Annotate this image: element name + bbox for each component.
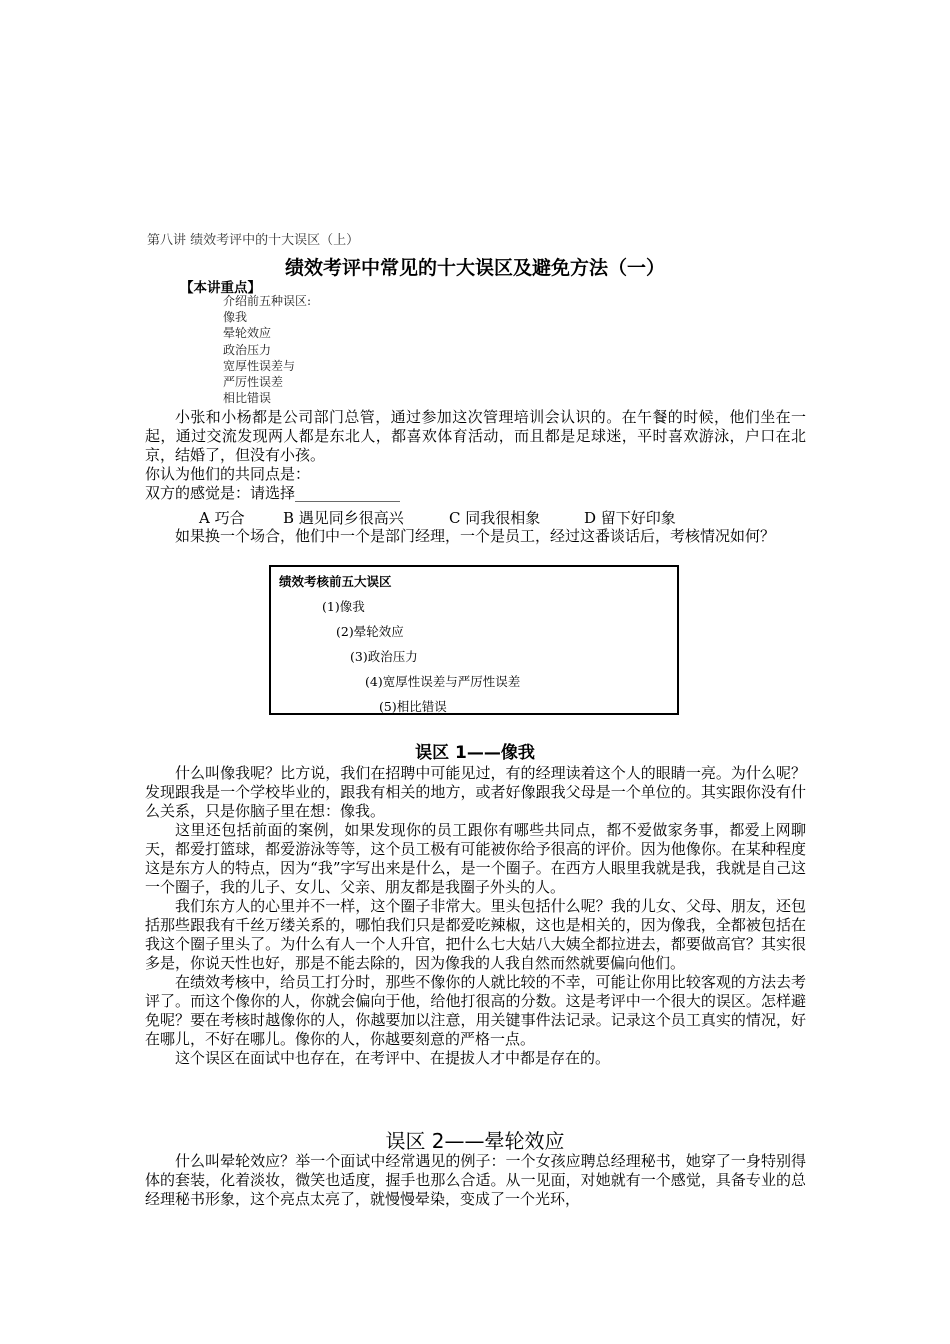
option-a[interactable]: A 巧合	[199, 509, 245, 527]
box-item: (1)像我	[322, 599, 365, 614]
section2-body	[145, 1152, 806, 1209]
lecture-label: 第八讲 绩效考评中的十大误区（上）	[147, 233, 360, 248]
body-paragraph: 在绩效考核中，给员工打分时，那些不像你的人就比较的不幸，可能让你用比较客观的方法去考评了。而这个像你的人，你就会偏向于他，给他打很高的分数。这是考评中一个很大的误区。怎样避免呢？要在考核时越像你的人，你越要加以注意，用关键事件法记录。记录这个员工真实的情况，好在哪儿，不好在哪儿。像你的人，你越要刻意的严格一点。	[145, 973, 806, 1048]
page-title: 绩效考评中常见的十大误区及避免方法（一）	[284, 257, 665, 279]
question-line: 你认为他们的共同点是：	[145, 465, 311, 483]
body-paragraph: 什么叫像我呢？比方说，我们在招聘中可能见过，有的经理读着这个人的眼睛一亮。为什么呢？发现跟我是一个学校毕业的，跟我有相关的地方，或者好像跟我父母是一个单位的。其实跟你没有什么关系，只是你脑子里在想：像我。	[145, 764, 806, 820]
box-item: (5)相比错误	[379, 699, 447, 714]
focus-item: 宽厚性误差与	[223, 358, 296, 373]
body-paragraph: 什么叫晕轮效应？举一个面试中经常遇见的例子：一个女孩应聘总经理秘书，她穿了一身特别得体的套装，化着淡妆，微笑也适度，握手也那么合适。从一见面，对她就有一个感觉，具备专业的总经理秘书形象，这个亮点太亮了，就慢慢晕染，变成了一个光环，	[145, 1152, 806, 1208]
option-b[interactable]: B 遇见同乡很高兴	[283, 509, 404, 527]
intro-block-2	[145, 527, 806, 546]
focus-list	[223, 293, 311, 406]
body-paragraph: 这个误区在面试中也存在，在考评中、在提拔人才中都是存在的。	[175, 1049, 611, 1067]
intro-block	[145, 408, 806, 503]
focus-item: 政治压力	[223, 342, 272, 357]
body-paragraph: 这里还包括前面的案例，如果发现你的员工跟你有哪些共同点，都不爱做家务事，都爱上网聊天，都爱打篮球，都爱游泳等等，这个员工极有可能被你给予很高的评价。因为他像你。在某种程度这是东方人的特点，因为“我”字写出来是什么，是一个圈子。在西方人眼里我就是我，我就是自己这一个圈子，我的儿子、女儿、父亲、朋友都是我圈子外头的人。	[145, 821, 806, 896]
section-heading-1: 误区 1——像我	[415, 743, 535, 763]
intro-paragraph: 如果换一个场合，他们中一个是部门经理，一个是员工，经过这番谈话后，考核情况如何？	[175, 527, 776, 545]
box-item: (2)晕轮效应	[336, 624, 404, 639]
intro-paragraph: 小张和小杨都是公司部门总管，通过参加这次管理培训会认识的。在午餐的时候，他们坐在一起，通过交流发现两人都是东北人，都喜欢体育活动，而且都是足球迷，平时喜欢游泳，户口在北京，结婚了，但没有小孩。	[145, 408, 806, 464]
section-heading-2: 误区 2——晕轮效应	[385, 1129, 565, 1153]
focus-item: 像我	[223, 310, 248, 325]
summary-box	[269, 565, 679, 715]
focus-item: 介绍前五种误区:	[223, 294, 312, 308]
focus-heading: 【本讲重点】	[180, 280, 261, 296]
focus-item: 严厉性误差	[223, 375, 284, 390]
option-c[interactable]: C 同我很相象	[449, 509, 541, 527]
box-title: 绩效考核前五大误区	[279, 574, 392, 589]
option-d[interactable]: D 留下好印象	[584, 509, 676, 527]
section1-body	[145, 764, 806, 1068]
body-paragraph: 我们东方人的心里并不一样，这个圈子非常大。里头包括什么呢？我的儿女、父母、朋友，还包括那些跟我有千丝万缕关系的，哪怕我们只是都爱吃辣椒，这也是相关的，因为像我，全都被包括在我这个圈子里头了。为什么有人一个人升官，把什么七大姑八大姨全都拉进去，都要做高官？其实很多是，你说天性也好，那是不能去除的，因为像我的人我自然而然就要偏向他们。	[145, 897, 806, 972]
box-item: (4)宽厚性误差与严厉性误差	[365, 674, 521, 689]
focus-item: 相比错误	[223, 391, 272, 406]
box-item: (3)政治压力	[350, 649, 418, 664]
question-line: 双方的感觉是：请选择______________	[145, 484, 401, 502]
focus-item: 晕轮效应	[223, 326, 272, 341]
